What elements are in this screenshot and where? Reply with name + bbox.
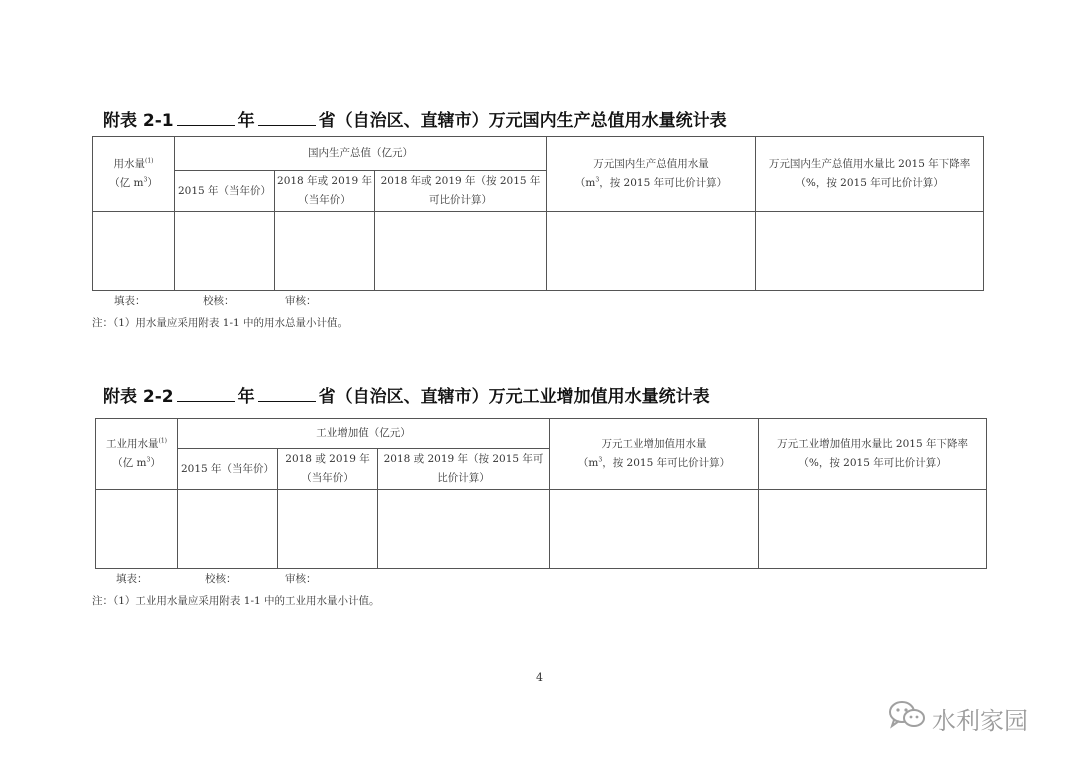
table2-water-unit-close: ） — [150, 457, 161, 469]
table1-water-sup: (1) — [145, 157, 154, 165]
table1-province-blank — [258, 111, 316, 126]
table1-cell-water[interactable] — [93, 212, 175, 291]
wechat-icon — [888, 700, 926, 736]
table1-decline-unit: （%，按 2015 年可比价计算） — [795, 177, 944, 189]
table2-decline-header — [759, 419, 987, 490]
table1-year-blank — [177, 111, 235, 126]
table2-water-sup: (1) — [158, 437, 167, 445]
table1-water-label: 用水量 — [113, 158, 145, 170]
table2-intensity-unit-b: ，按 2015 年可比价计算） — [602, 457, 731, 469]
table1-note: 注：（1）用水量应采用附表 1-1 中的用水总量小计值。 — [92, 317, 349, 329]
table2-cell-decline[interactable] — [759, 490, 987, 569]
table1-signatures — [0, 293, 400, 307]
table2-cell-intensity[interactable] — [550, 490, 759, 569]
table1-gdp-group-header: 国内生产总值（亿元） — [175, 137, 547, 171]
table1-sub-comparable: 2018 年或 2019 年（按 2015 年可比价计算） — [375, 171, 547, 212]
table2-sub-2015: 2015 年（当年价） — [178, 449, 278, 490]
table2-title-prefix: 附表 2-2 — [103, 387, 174, 407]
table2-cell-value-2015[interactable] — [178, 490, 278, 569]
table1-intensity-header — [547, 137, 756, 212]
table1-cell-gdp-2015[interactable] — [175, 212, 275, 291]
table1-sub-current: 2018 年或 2019 年（当年价） — [275, 171, 375, 212]
table2-title — [103, 382, 710, 407]
table1-title-prefix: 附表 2-1 — [103, 111, 174, 131]
watermark — [888, 700, 1028, 736]
table1-water-unit-sup: 3 — [143, 176, 148, 184]
table2-sign-check: 校核： — [205, 573, 237, 585]
table2-title-rest: 省（自治区、直辖市）万元工业增加值用水量统计表 — [318, 387, 710, 407]
table2-sign-fill: 填表： — [116, 573, 148, 585]
table1 — [92, 136, 984, 291]
table2-intensity-unit-a: （m — [577, 457, 599, 469]
table1-water-unit-close: ） — [147, 177, 158, 189]
table1-sub-2015: 2015 年（当年价） — [175, 171, 275, 212]
table2-water-header — [96, 419, 178, 490]
table1-sign-check: 校核： — [203, 295, 235, 307]
table2-note: 注：（1）工业用水量应采用附表 1-1 中的工业用水量小计值。 — [92, 595, 380, 607]
table2-signatures — [0, 571, 400, 585]
table2-year-blank — [177, 387, 235, 402]
table2-cell-water[interactable] — [96, 490, 178, 569]
table1-cell-intensity[interactable] — [547, 212, 756, 291]
table1-sign-fill: 填表： — [114, 295, 146, 307]
table2-water-unit: （亿 m — [112, 457, 147, 469]
table1-water-header — [93, 137, 175, 212]
table1-water-unit: （亿 m — [109, 177, 144, 189]
table2-sign-review: 审核： — [285, 573, 317, 585]
table2-water-label: 工业用水量 — [106, 438, 159, 450]
table2-decline-unit: （%，按 2015 年可比价计算） — [798, 457, 947, 469]
table1-intensity-unit-b: ，按 2015 年可比价计算） — [599, 177, 728, 189]
table2-title-year: 年 — [237, 387, 255, 407]
table1-intensity-label: 万元国内生产总值用水量 — [593, 158, 709, 170]
table2-decline-label: 万元工业增加值用水量比 2015 年下降率 — [777, 438, 968, 450]
table2-industry-group-header: 工业增加值（亿元） — [178, 419, 550, 449]
table1-title — [103, 106, 727, 131]
table1-cell-decline[interactable] — [756, 212, 984, 291]
table2 — [95, 418, 987, 569]
table1-decline-label: 万元国内生产总值用水量比 2015 年下降率 — [768, 158, 971, 170]
table1-cell-gdp-current[interactable] — [275, 212, 375, 291]
table2-cell-value-comparable[interactable] — [378, 490, 550, 569]
table2-cell-value-current[interactable] — [278, 490, 378, 569]
table1-decline-header — [756, 137, 984, 212]
table2-sub-current: 2018 或 2019 年（当年价） — [278, 449, 378, 490]
table2-water-unit-sup: 3 — [146, 456, 151, 464]
table1-title-year: 年 — [237, 111, 255, 131]
table1-intensity-unit-a: （m — [574, 177, 596, 189]
table2-intensity-unit-sup: 3 — [598, 456, 603, 464]
watermark-text: 水利家园 — [932, 706, 1028, 735]
table1-cell-gdp-comparable[interactable] — [375, 212, 547, 291]
table2-intensity-header — [550, 419, 759, 490]
table2-province-blank — [258, 387, 316, 402]
table2-intensity-label: 万元工业增加值用水量 — [601, 438, 707, 450]
table1-title-rest: 省（自治区、直辖市）万元国内生产总值用水量统计表 — [318, 111, 727, 131]
table1-intensity-unit-sup: 3 — [595, 176, 600, 184]
page-number: 4 — [536, 671, 543, 684]
table1-sign-review: 审核： — [285, 295, 317, 307]
table2-sub-comparable: 2018 或 2019 年（按 2015 年可比价计算） — [378, 449, 550, 490]
